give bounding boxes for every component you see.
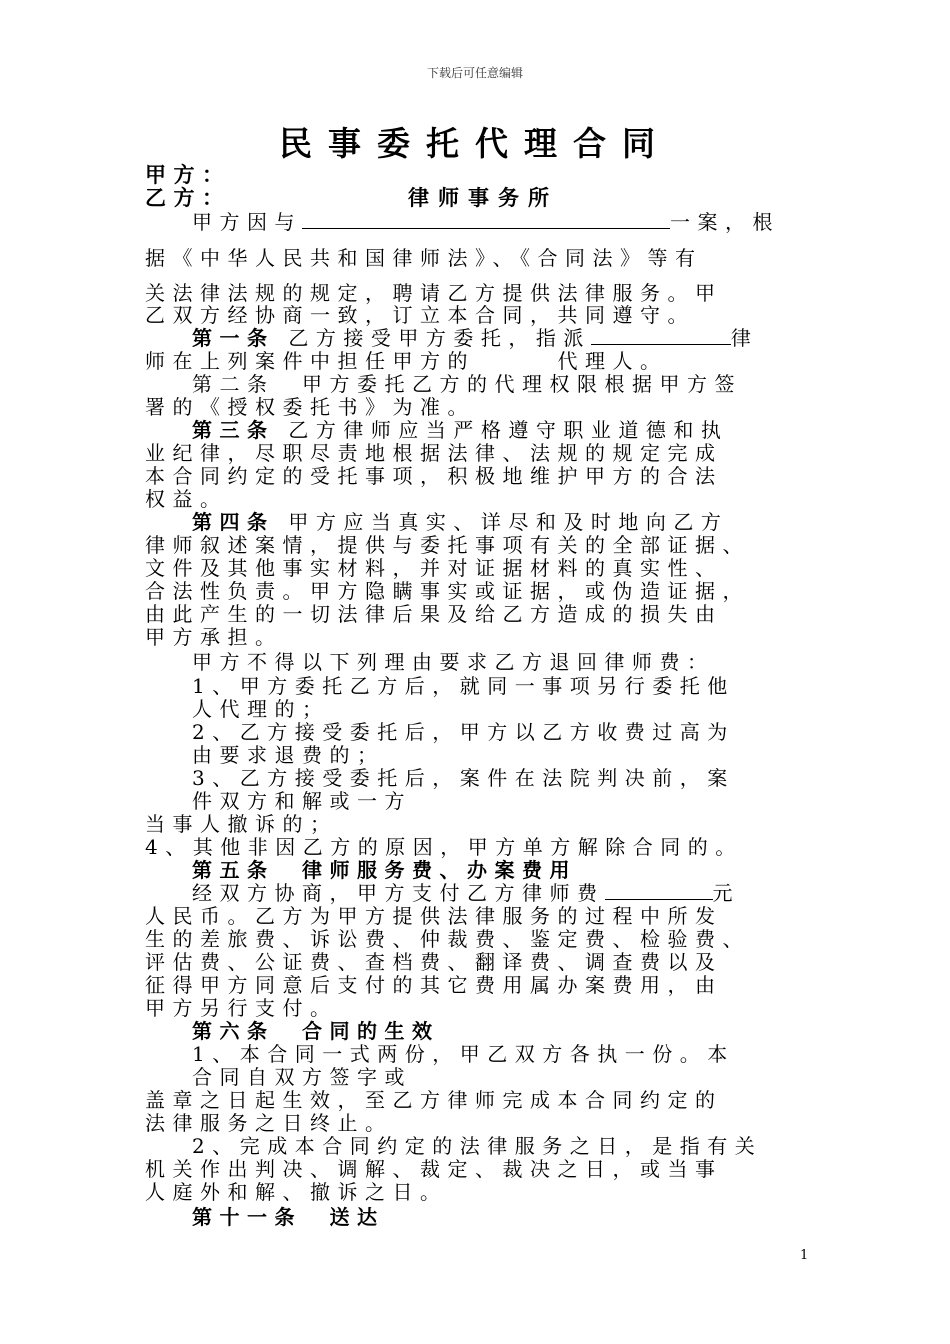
article-4-item-4: 4、其他非因乙方的原因，甲方单方解除合同的。 [145, 835, 743, 859]
intro-text-a: 甲方因与 [192, 210, 302, 234]
article-3-line-2: 业纪律，尽职尽责地根据法律、法规的规定完成 [145, 441, 723, 465]
article-1-line-2: 师在上列案件中担任甲方的 代理人。 [145, 349, 668, 373]
article-1-heading: 第一条 [192, 326, 275, 350]
article-4-line-2: 律师叙述案情，提供与委托事项有关的全部证据、 [145, 533, 750, 557]
article-4-line-1: 第四条 甲方应当真实、详尽和及时地向乙方 [192, 510, 729, 534]
article-3-line-4: 权益。 [145, 487, 228, 511]
article-4-line-4: 合法性负责。甲方隐瞒事实或证据，或伪造证据， [145, 579, 750, 603]
article-2-line-2: 署的《授权委托书》为准。 [145, 395, 475, 419]
article-6-line-3: 盖章之日起生效，至乙方律师完成本合同约定的 [145, 1088, 723, 1112]
party-a-label: 甲方： [145, 162, 231, 187]
article-5-line-6: 甲方另行支付。 [145, 996, 338, 1020]
article-4-item-3c: 当事人撤诉的； [145, 812, 338, 836]
intro-text-b: 一案，根 [670, 210, 780, 234]
article-6-heading: 第六条 合同的生效 [192, 1019, 440, 1043]
article-6-line-7: 人庭外和解、撤诉之日。 [145, 1180, 448, 1204]
intro-line-2: 据《中华人民共和国律师法》、《合同法》等有 [145, 246, 703, 270]
article-5-line-4: 评估费、公证费、查档费、翻译费、调查费以及 [145, 950, 723, 974]
fee-blank [605, 881, 713, 900]
article-4-line-6: 甲方承担。 [145, 625, 283, 649]
article-6-item-1b: 合同自双方签字或 [192, 1065, 412, 1089]
page-header: 下载后可任意编辑 [426, 66, 523, 80]
article-5-heading: 第五条 律师服务费、办案费用 [192, 858, 577, 882]
article-5-line-2: 人民币。乙方为甲方提供法律服务的过程中所发 [145, 904, 723, 928]
article-2-line-1: 第二条 甲方委托乙方的代理权限根据甲方签 [192, 372, 742, 396]
article-1-line-1: 第一条 乙方接受甲方委托，指派 律 [192, 326, 759, 350]
article-4-line-7: 甲方不得以下列理由要求乙方退回律师费： [192, 650, 715, 674]
article-4-item-3b: 件双方和解或一方 [192, 789, 412, 813]
article-4-item-2a: 2、乙方接受委托后，甲方以乙方收费过高为 [192, 720, 735, 744]
article-3-heading: 第三条 [192, 418, 275, 442]
article-5-line-3: 生的差旅费、诉讼费、仲裁费、鉴定费、检验费、 [145, 927, 750, 951]
article-11-heading: 第十一条 送达 [192, 1205, 385, 1229]
document-title: 民事委托代理合同 [279, 124, 671, 163]
article-6-line-6: 机关作出判决、调解、裁定、裁决之日，或当事 [145, 1157, 723, 1181]
article-5-line-5: 征得甲方同意后支付的其它费用属办案费用，由 [145, 973, 723, 997]
party-b-name: 律师事务所 [408, 185, 558, 210]
article-4-item-2b: 由要求退费的； [192, 743, 385, 767]
intro-line-1 [192, 210, 780, 234]
intro-line-3: 关法律法规的规定，聘请乙方提供法律服务。甲 [145, 281, 723, 305]
article-4-heading: 第四条 [192, 510, 275, 534]
case-blank [302, 210, 670, 229]
article-6-line-4: 法律服务之日终止。 [145, 1111, 393, 1135]
article-3-line-1: 第三条 乙方律师应当严格遵守职业道德和执 [192, 418, 729, 442]
lawyer-blank [591, 326, 731, 345]
article-6-item-2a: 2、完成本合同约定的法律服务之日，是指有关 [192, 1134, 763, 1158]
article-4-item-1a: 1、甲方委托乙方后，就同一事项另行委托他 [192, 674, 735, 698]
article-4-line-3: 文件及其他事实材料，并对证据材料的真实性、 [145, 556, 723, 580]
article-4-line-5: 由此产生的一切法律后果及给乙方造成的损失由 [145, 602, 723, 626]
page-number: 1 [800, 1248, 809, 1263]
article-6-item-1a: 1、本合同一式两份，甲乙双方各执一份。本 [192, 1042, 735, 1066]
article-5-line-1: 经双方协商，甲方支付乙方律师费 元 [192, 881, 740, 905]
article-4-item-3a: 3、乙方接受委托后，案件在法院判决前，案 [192, 766, 735, 790]
party-b-label: 乙方： [145, 185, 231, 210]
article-3-line-3: 本合同约定的受托事项，积极地维护甲方的合法 [145, 464, 723, 488]
article-4-item-1b: 人代理的； [192, 697, 330, 721]
intro-line-4: 乙双方经协商一致，订立本合同，共同遵守。 [145, 303, 695, 327]
